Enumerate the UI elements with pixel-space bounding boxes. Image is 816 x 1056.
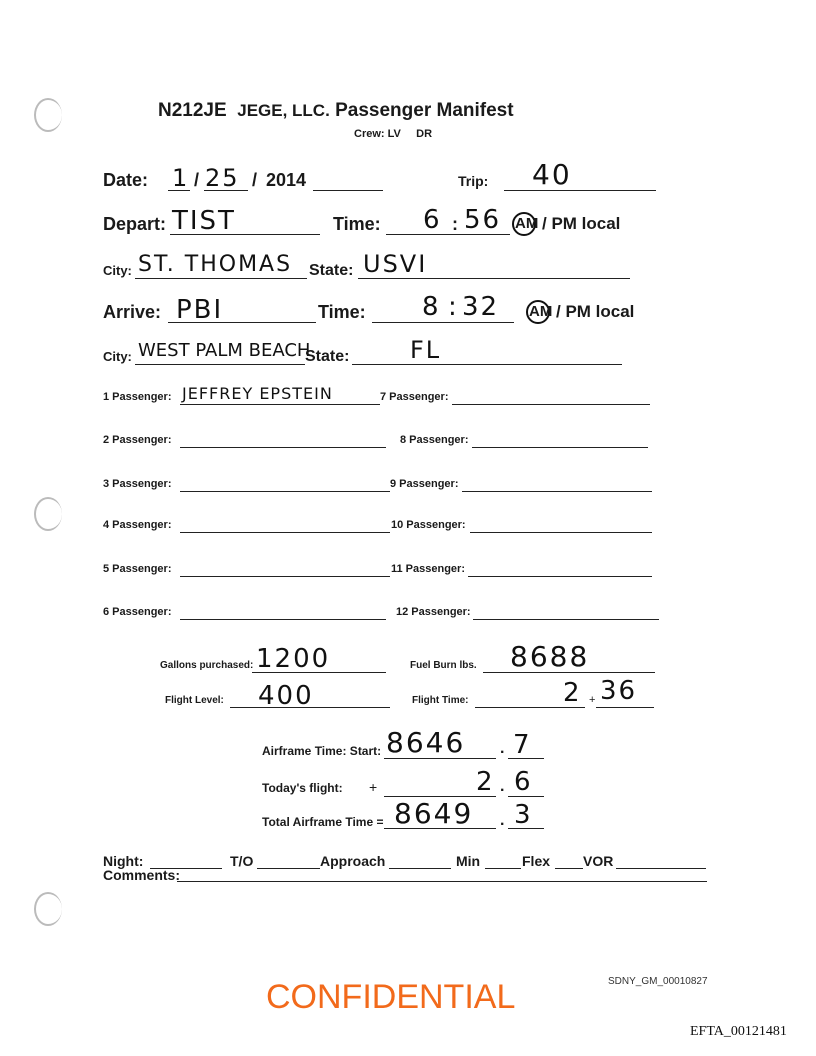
arrive-minute: 32: [462, 292, 500, 322]
crew-member-1: LV: [387, 128, 401, 140]
fuel-burn-value: 8688: [510, 640, 590, 673]
approach-label: Approach: [320, 853, 386, 869]
today-plus: +: [369, 779, 378, 795]
depart-label: Depart:: [103, 214, 167, 234]
today-whole: 2: [476, 767, 495, 797]
total-whole: 8649: [394, 797, 474, 830]
gallons-label: Gallons purchased:: [160, 660, 254, 671]
date-label: Date:: [103, 170, 149, 190]
arrive-time-label: Time:: [318, 302, 366, 322]
airframe-start-decimal: 7: [513, 730, 532, 760]
flight-level-label: Flight Level:: [165, 695, 224, 706]
arrive-airport: PBI: [176, 295, 224, 325]
flight-time-plus: +: [589, 694, 596, 706]
passenger-5-label: 5 Passenger:: [103, 563, 172, 575]
passenger-8-label: 8 Passenger:: [400, 434, 469, 446]
airframe-start-label: Airframe Time: Start:: [262, 744, 382, 758]
date-year: 2014: [266, 170, 307, 190]
total-dot: .: [500, 812, 505, 829]
arrive-city: WEST PALM BEACH: [138, 340, 311, 361]
depart-colon: :: [452, 214, 458, 234]
depart-airport: TIST: [172, 206, 236, 236]
passenger-9-label: 9 Passenger:: [390, 478, 459, 490]
depart-state: USVI: [363, 250, 428, 278]
depart-hour: 6: [423, 205, 442, 235]
min-label: Min: [456, 853, 481, 869]
date-month: 1: [172, 164, 190, 192]
flight-time-label: Flight Time:: [412, 695, 469, 706]
binder-hole-top: [34, 98, 62, 132]
flex-label: Flex: [522, 853, 551, 869]
binder-hole-middle: [34, 497, 62, 531]
total-decimal: 3: [514, 800, 533, 830]
document-name: Passenger Manifest: [335, 100, 514, 121]
passenger-11-label: 11 Passenger:: [391, 563, 465, 575]
depart-am: AM: [515, 215, 539, 232]
arrive-colon: :: [448, 292, 459, 322]
passenger-12-label: 12 Passenger:: [396, 606, 471, 618]
arrive-hour: 8: [422, 292, 441, 322]
depart-city: ST. THOMAS: [138, 252, 293, 277]
flight-time-minutes: 36: [600, 676, 638, 706]
today-flight-label: Today's flight:: [262, 781, 343, 795]
arrive-city-label: City:: [103, 349, 132, 364]
binder-hole-bottom: [34, 892, 62, 926]
vor-label: VOR: [583, 853, 614, 869]
night-label: Night:: [103, 853, 144, 869]
crew-label: Crew:: [354, 128, 385, 140]
airframe-start-whole: 8646: [386, 726, 466, 759]
today-dot: .: [500, 778, 505, 795]
depart-state-label: State:: [309, 262, 354, 279]
depart-city-label: City:: [103, 263, 132, 278]
today-decimal: 6: [514, 767, 533, 797]
fuel-burn-label: Fuel Burn lbs.: [410, 660, 477, 671]
form-title: [158, 100, 514, 122]
crew-member-2: DR: [416, 128, 433, 140]
passenger-4-label: 4 Passenger:: [103, 519, 172, 531]
arrive-label: Arrive:: [103, 302, 162, 322]
passenger-1-label: 1 Passenger:: [103, 391, 172, 403]
depart-pm-local: / PM local: [542, 214, 621, 233]
gallons-value: 1200: [256, 644, 331, 674]
company-name: JEGE, LLC.: [237, 101, 330, 120]
confidential-stamp: CONFIDENTIAL: [266, 978, 516, 1016]
passenger-1-name: JEFFREY EPSTEIN: [182, 384, 333, 403]
arrive-am: AM: [529, 303, 553, 320]
passenger-2-label: 2 Passenger:: [103, 434, 172, 446]
total-airframe-label: Total Airframe Time =: [262, 815, 384, 829]
arrive-state: FL: [410, 336, 442, 364]
passenger-10-label: 10 Passenger:: [391, 519, 466, 531]
passenger-7-label: 7 Passenger:: [380, 391, 449, 403]
arrive-state-label: State:: [305, 348, 350, 365]
arrive-pm-local: / PM local: [556, 302, 635, 321]
flight-level-value: 400: [258, 681, 314, 711]
trip-value: 40: [532, 158, 572, 191]
crew-line: [354, 128, 432, 140]
efta-number: EFTA_00121481: [690, 1024, 787, 1039]
passenger-6-label: 6 Passenger:: [103, 606, 172, 618]
date-sep-2: /: [252, 170, 258, 190]
airframe-start-dot: .: [500, 740, 505, 757]
to-label: T/O: [230, 853, 254, 869]
depart-time-label: Time:: [333, 214, 381, 234]
date-day: 25: [205, 164, 240, 192]
passenger-3-label: 3 Passenger:: [103, 478, 172, 490]
tail-number: N212JE: [158, 100, 227, 121]
date-sep-1: /: [194, 170, 200, 190]
depart-minute: 56: [464, 205, 502, 235]
trip-label: Trip:: [458, 173, 489, 189]
comments-label: Comments:: [103, 867, 181, 883]
flight-time-hours: 2: [563, 678, 582, 708]
bates-number: SDNY_GM_00010827: [608, 976, 708, 987]
